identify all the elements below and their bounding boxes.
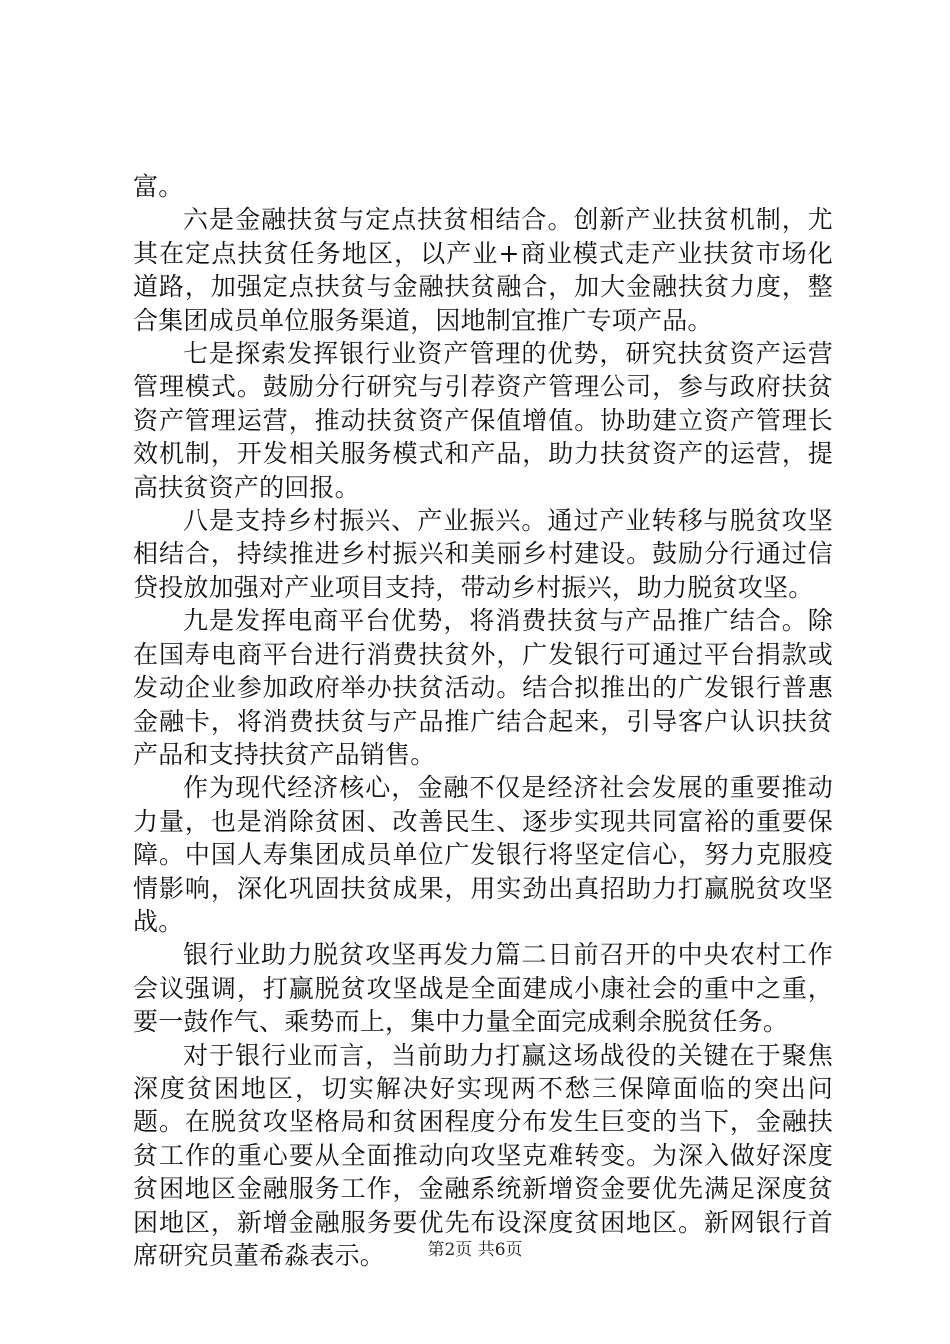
paragraph: 作为现代经济核心，金融不仅是经济社会发展的重要推动力量，也是消除贫困、改善民生、逐步实现共同富裕的重要保障。中国人寿集团成员单位广发银行将坚定信心，努力克服疫情影响，深化巩固扶贫成果，用实劲出真招助力打赢脱贫攻坚战。 <box>133 773 833 936</box>
paragraph: 六是金融扶贫与定点扶贫相结合。创新产业扶贫机制，尤其在定点扶贫任务地区，以产业+商业模式走产业扶贫市场化道路，加强定点扶贫与金融扶贫融合，加大金融扶贫力度，整合集团成员单位服务渠道，因地制宜推广专项产品。 <box>133 205 833 335</box>
paragraph: 七是探索发挥银行业资产管理的优势，研究扶贫资产运营管理模式。鼓励分行研究与引荐资产管理公司，参与政府扶贫资产管理运营，推动扶贫资产保值增值。协助建立资产管理长效机制，开发相关服务模式和产品，助力扶贫资产的运营，提高扶贫资产的回报。 <box>133 339 833 502</box>
document-body <box>133 170 833 1272</box>
paragraph: 八是支持乡村振兴、产业振兴。通过产业转移与脱贫攻坚相结合，持续推进乡村振兴和美丽乡村建设。鼓励分行通过信贷投放加强对产业项目支持，带动乡村振兴，助力脱贫攻坚。 <box>133 506 833 602</box>
paragraph: 对于银行业而言，当前助力打赢这场战役的关键在于聚焦深度贫困地区，切实解决好实现两不愁三保障面临的突出问题。在脱贫攻坚格局和贫困程度分布发生巨变的当下，金融扶贫工作的重心要从全面推动向攻坚克难转变。为深入做好深度贫困地区金融服务工作，金融系统新增资金要优先满足深度贫困地区，新增金融服务要优先布设深度贫困地区。新网银行首席研究员董希淼表示。 <box>133 1040 833 1270</box>
page-number-footer: 第2页 共6页 <box>427 1240 523 1260</box>
paragraph: 九是发挥电商平台优势，将消费扶贫与产品推广结合。除在国寿电商平台进行消费扶贫外，广发银行可通过平台捐款或发动企业参加政府举办扶贫活动。结合拟推出的广发银行普惠金融卡，将消费扶贫与产品推广结合起来，引导客户认识扶贫产品和支持扶贫产品销售。 <box>133 606 833 769</box>
paragraph-continuation: 富。 <box>133 172 184 201</box>
paragraph: 银行业助力脱贫攻坚再发力篇二日前召开的中央农村工作会议强调，打赢脱贫攻坚战是全面建成小康社会的重中之重，要一鼓作气、乘势而上，集中力量全面完成剩余脱贫任务。 <box>133 940 833 1037</box>
